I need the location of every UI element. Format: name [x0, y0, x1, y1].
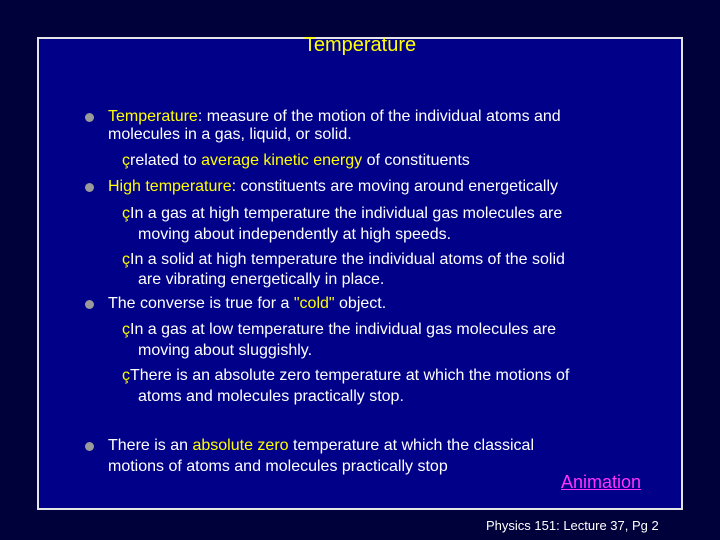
bullet-dot — [85, 300, 94, 309]
term-cold: "cold" — [293, 295, 335, 312]
text: There is an — [108, 437, 193, 454]
text: of constituents — [362, 152, 470, 169]
bullet-4-line-1 — [108, 437, 534, 455]
sub-bullet-3-2-cont: atoms and molecules practically stop. — [138, 388, 404, 405]
term-average-kinetic-energy: average kinetic energy — [201, 152, 363, 169]
bullet-1-line-1 — [108, 108, 561, 126]
bullet-dot — [85, 442, 94, 451]
sub-bullet-3-1 — [122, 321, 556, 339]
bullet-4-line-2: motions of atoms and molecules practically stop — [108, 458, 448, 475]
sub-bullet-2-1 — [122, 205, 562, 223]
text: In a gas at high temperature the individual gas molecules are — [130, 205, 563, 222]
bullet-3-line-1 — [108, 295, 386, 313]
arrow-icon: ç — [122, 321, 130, 338]
term-high-temperature: High temperature — [108, 178, 232, 195]
sub-bullet-1-1 — [122, 152, 470, 170]
text: object. — [334, 295, 387, 312]
term-temperature: Temperature — [108, 108, 198, 125]
slide-footer: Physics 151: Lecture 37, Pg 2 — [486, 518, 659, 533]
text: related to — [130, 152, 202, 169]
arrow-icon: ç — [122, 152, 130, 169]
arrow-icon: ç — [122, 251, 130, 268]
text: temperature at which the classical — [288, 437, 534, 454]
arrow-icon: ç — [122, 205, 130, 222]
sub-bullet-3-1-cont: moving about sluggishly. — [138, 342, 313, 359]
arrow-icon: ç — [122, 367, 130, 384]
text: In a solid at high temperature the individual atoms of the solid — [130, 251, 565, 268]
text: : constituents are moving around energetically — [231, 178, 559, 195]
term-absolute-zero: absolute zero — [192, 437, 289, 454]
animation-link[interactable]: Animation — [561, 472, 642, 492]
bullet-dot — [85, 183, 94, 192]
bullet-1-line-2: molecules in a gas, liquid, or solid. — [108, 126, 352, 143]
text: There is an absolute zero temperature at which the motions of — [130, 367, 570, 384]
slide-title: Temperature — [303, 34, 417, 56]
sub-bullet-2-2-cont: are vibrating energetically in place. — [138, 271, 385, 288]
bullet-dot — [85, 113, 94, 122]
text: In a gas at low temperature the individual gas molecules are — [130, 321, 557, 338]
bullet-2-line-1 — [108, 178, 558, 196]
text: : measure of the motion of the individual atoms and — [197, 108, 561, 125]
sub-bullet-3-2 — [122, 367, 569, 385]
sub-bullet-2-2 — [122, 251, 565, 269]
text: The converse is true for a — [108, 295, 294, 312]
sub-bullet-2-1-cont: moving about independently at high speeds. — [138, 226, 452, 243]
